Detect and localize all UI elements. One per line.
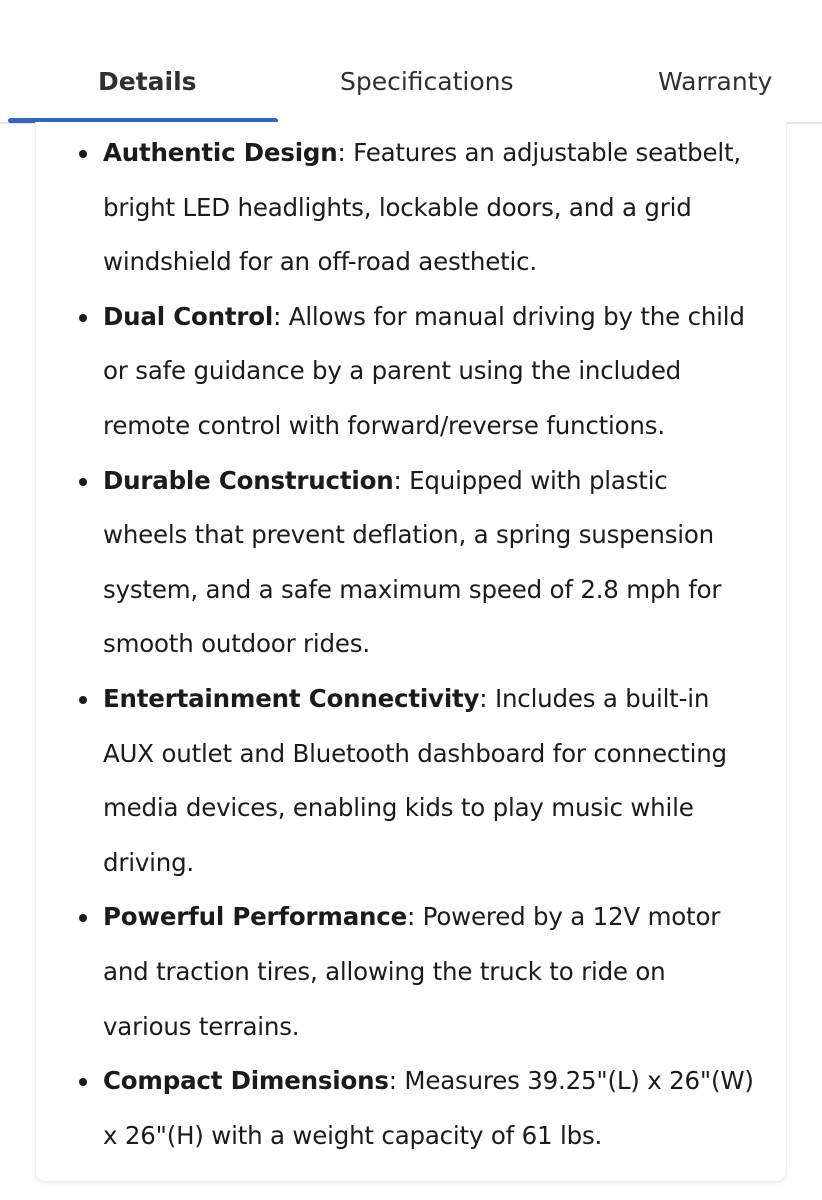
feature-title: Dual Control — [103, 301, 274, 331]
feature-text: : Measures 39.25"(L) x 26"(W) x 26"(H) with a weight capacity of 61 lbs. — [103, 1066, 754, 1150]
tab-specifications[interactable]: Specifications — [340, 67, 514, 96]
feature-text: : Powered by a 12V motor and traction tires, allowing the truck to ride on various terrains. — [103, 902, 721, 1041]
tab-warranty[interactable]: Warranty — [658, 67, 773, 96]
list-item — [68, 672, 758, 890]
list-item — [68, 1054, 758, 1163]
feature-text: : Allows for manual driving by the child or safe guidance by a parent using the included remote control with forward/reverse functions. — [103, 301, 745, 440]
tab-bar — [0, 0, 822, 124]
bullet-icon — [79, 696, 87, 704]
feature-title: Powerful Performance — [103, 902, 408, 932]
bullet-icon — [79, 314, 87, 322]
list-item — [68, 126, 758, 290]
feature-title: Entertainment Connectivity — [103, 683, 480, 713]
bullet-icon — [79, 914, 87, 922]
tab-details[interactable]: Details — [98, 67, 197, 96]
list-item — [68, 290, 758, 454]
feature-text: : Includes a built-in AUX outlet and Bluetooth dashboard for connecting media devices, enabling kids to play music while driving. — [103, 683, 727, 877]
list-item — [68, 454, 758, 672]
bullet-icon — [79, 478, 87, 486]
feature-title: Authentic Design — [103, 138, 338, 167]
feature-text: : Equipped with plastic wheels that prevent deflation, a spring suspension system, and a safe maximum speed of 2.8 mph for smooth outdoor rides. — [103, 465, 722, 659]
bullet-icon — [79, 1078, 87, 1086]
feature-title: Compact Dimensions — [103, 1066, 389, 1096]
feature-title: Durable Construction — [103, 465, 394, 495]
feature-text: : Features an adjustable seatbelt, bright LED headlights, lockable doors, and a grid windshield for an off-road aesthetic. — [103, 138, 741, 277]
feature-list — [68, 126, 758, 1163]
bullet-icon — [79, 150, 87, 158]
list-item — [68, 890, 758, 1054]
